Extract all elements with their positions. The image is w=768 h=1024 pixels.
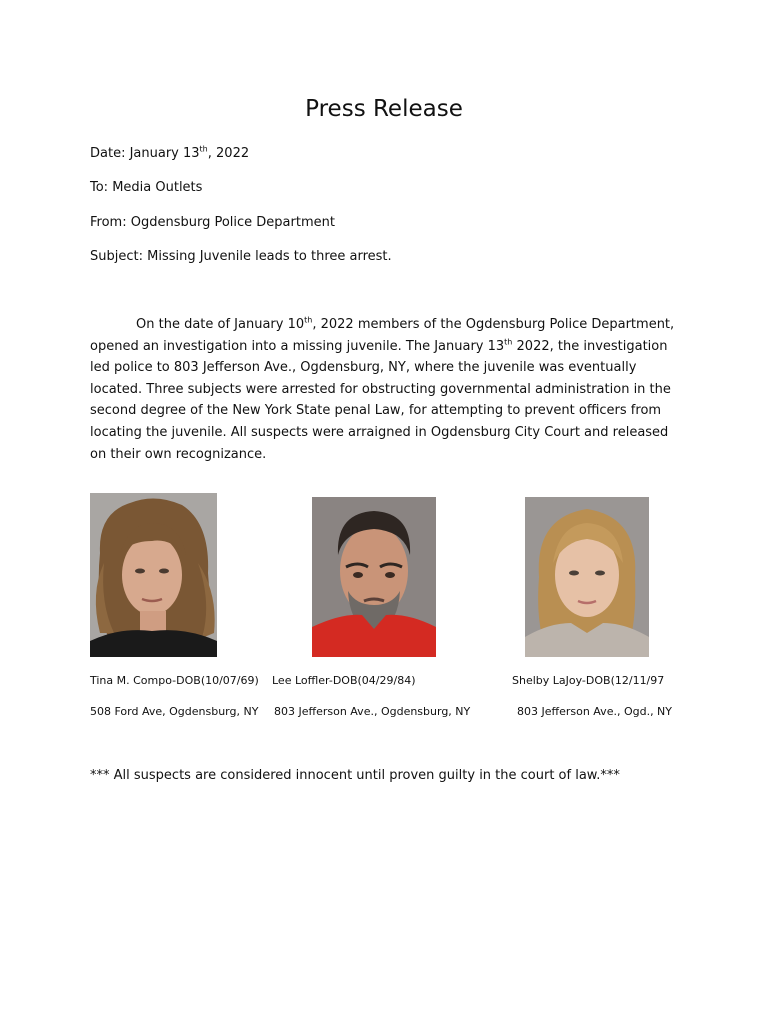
body-text-3: 2022, the investigation led police to 803 Jefferson Ave., Ogdensburg, NY, where the juvenile was eventually located. Three subjects were arrested for obstructing governmental administration in the second degree of the New York State penal Law, for attempting to prevent officers from locating the juvenile. All suspects were arraigned in Ogdensburg City Court and released on their own recognizance. <box>90 338 671 462</box>
suspect-1-name-dob: Tina M. Compo-DOB(10/07/69) <box>90 674 259 687</box>
suspect-2-address: 803 Jefferson Ave., Ogdensburg, NY <box>274 705 471 718</box>
suspect-photo-1 <box>90 493 217 657</box>
body-paragraph <box>90 314 682 465</box>
body-sup-1: th <box>304 315 313 325</box>
body-text-1: On the date of January 10 <box>136 317 305 332</box>
body-sup-2: th <box>504 337 513 347</box>
date-line <box>90 145 249 163</box>
suspect-photo-2-image <box>312 497 436 657</box>
suspect-photo-1-image <box>90 493 217 657</box>
suspect-photo-3 <box>525 497 649 657</box>
page-title: Press Release <box>305 96 463 122</box>
body-text-2: , 2022 members of the Ogdensburg Police Department, opened an investigation into a missing juvenile. The January 13 <box>90 317 675 354</box>
to-line: To: Media Outlets <box>90 180 203 195</box>
date-year: , 2022 <box>207 146 250 161</box>
suspect-3-address: 803 Jefferson Ave., Ogd., NY <box>517 705 673 718</box>
suspect-photo-2 <box>312 497 436 657</box>
from-line: From: Ogdensburg Police Department <box>90 215 335 230</box>
date-label: Date: January 13 <box>90 146 200 161</box>
suspect-photo-3-image <box>525 497 649 657</box>
suspect-3-name-dob: Shelby LaJoy-DOB(12/11/97 <box>512 674 665 687</box>
suspect-2-name-dob: Lee Loffler-DOB(04/29/84) <box>272 674 416 687</box>
subject-line: Subject: Missing Juvenile leads to three arrest. <box>90 249 392 264</box>
disclaimer: *** All suspects are considered innocent until proven guilty in the court of law.*** <box>90 768 620 783</box>
date-suffix: th <box>199 144 208 154</box>
suspect-1-address: 508 Ford Ave, Ogdensburg, NY <box>90 705 259 718</box>
